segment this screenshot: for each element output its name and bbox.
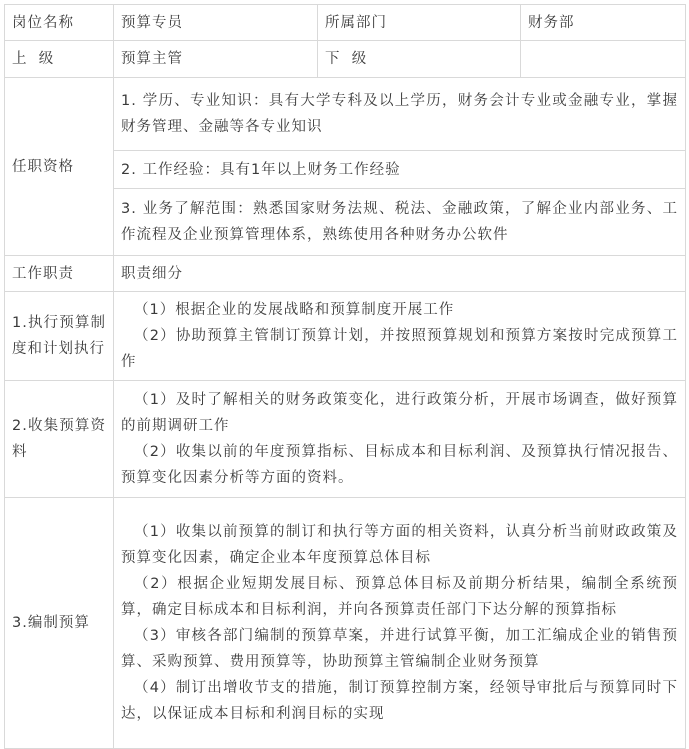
row-duties-header — [5, 256, 686, 292]
duties-label: 工作职责 — [5, 256, 114, 292]
duty-line: （1）根据企业的发展战略和预算制度开展工作 — [134, 302, 455, 318]
row-duty-3 — [5, 498, 686, 749]
duty-line: （4）制订出增收节支的措施，制订预算控制方案，经领导审批后与预算同时下达，以保证成本目标和利润目标的实现 — [121, 680, 678, 722]
duty-line: （2）收集以前的年度预算指标、目标成本和目标利润、及预算执行情况报告、预算变化因素分析等方面的资料。 — [121, 444, 678, 486]
qualification-item: 1. 学历、专业知识：具有大学专科及以上学历，财务会计专业或金融专业，掌握财务管理、金融等各专业知识 — [114, 78, 686, 151]
position-name-value: 预算专员 — [114, 5, 318, 41]
superior-label: 上 级 — [5, 41, 114, 78]
row-duty-1 — [5, 292, 686, 381]
row-position — [5, 5, 686, 41]
position-name-label: 岗位名称 — [5, 5, 114, 41]
department-label: 所属部门 — [318, 5, 521, 41]
duty-line: （2）根据企业短期发展目标、预算总体目标及前期分析结果，编制全系统预算，确定目标成本和目标利润，并向各预算责任部门下达分解的预算指标 — [121, 576, 678, 618]
row-hierarchy — [5, 41, 686, 78]
duty-line: （2）协助预算主管制订预算计划，并按照预算规划和预算方案按时完成预算工作 — [121, 328, 678, 370]
duty-line: （1）收集以前预算的制订和执行等方面的相关资料，认真分析当前财政政策及预算变化因素，确定企业本年度预算总体目标 — [121, 524, 678, 566]
qualification-item: 2. 工作经验：具有1年以上财务工作经验 — [114, 151, 686, 189]
duty-line: （3）审核各部门编制的预算草案，并进行试算平衡，加工汇编成企业的销售预算、采购预算、费用预算等，协助预算主管编制企业财务预算 — [121, 628, 678, 670]
duty-category-label: 3.编制预算 — [5, 498, 114, 749]
row-qualification-1 — [5, 78, 686, 151]
department-value: 财务部 — [521, 5, 686, 41]
duty-category-label: 1.执行预算制度和计划执行 — [5, 292, 114, 381]
duty-category-label: 2.收集预算资料 — [5, 381, 114, 498]
job-description-table — [4, 4, 686, 749]
subordinate-value — [521, 41, 686, 78]
qualification-item: 3. 业务了解范围：熟悉国家财务法规、税法、金融政策，了解企业内部业务、工作流程及企业预算管理体系，熟练使用各种财务办公软件 — [114, 189, 686, 256]
duty-detail — [114, 498, 686, 749]
duty-line: （1）及时了解相关的财务政策变化，进行政策分析，开展市场调查，做好预算的前期调研工作 — [121, 392, 678, 434]
row-duty-2 — [5, 381, 686, 498]
subordinate-label: 下 级 — [318, 41, 521, 78]
superior-value: 预算主管 — [114, 41, 318, 78]
qualifications-label: 任职资格 — [5, 78, 114, 256]
duty-detail — [114, 292, 686, 381]
duties-detail-label: 职责细分 — [114, 256, 686, 292]
duty-detail — [114, 381, 686, 498]
